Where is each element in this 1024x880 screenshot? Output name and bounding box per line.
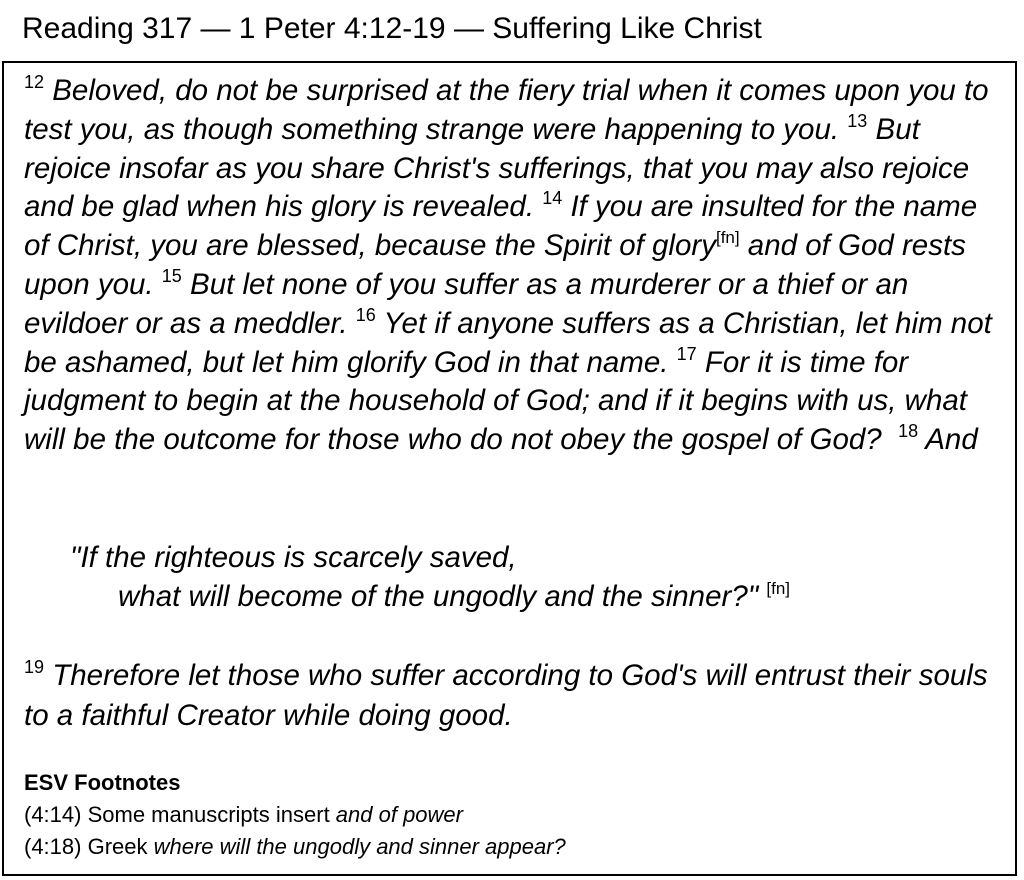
page-title: Reading 317 — 1 Peter 4:12-19 — Suffering Like Christ <box>22 12 762 45</box>
verse-number-15: 15 <box>161 265 182 286</box>
verse-number-14: 14 <box>542 188 563 209</box>
footnote-plain: Some manuscripts insert <box>87 802 336 827</box>
verse-number-13: 13 <box>847 110 868 131</box>
verse-19-paragraph <box>24 656 1014 736</box>
verse-15-text: But let none of you suffer as a murderer or a thief or an evildoer or as a meddler. <box>24 267 909 340</box>
passage-text <box>24 72 1009 460</box>
verse-14-text-after: and of God rests upon you. <box>24 229 966 301</box>
verse-18-text: And <box>925 423 978 457</box>
footnotes-heading: ESV Footnotes <box>24 770 181 795</box>
footnote-ref: (4:14) <box>24 802 88 827</box>
verse-number-17: 17 <box>676 343 697 364</box>
verse-number-16: 16 <box>355 304 376 325</box>
footnote-italic: and of power <box>335 802 463 827</box>
footnote-italic: where will the ungodly and sinner appear? <box>153 834 566 859</box>
footnotes-section <box>24 767 566 863</box>
poem-line-2: what will become of the ungodly and the sinner?" <box>118 579 759 613</box>
verse-19-text: Therefore let those who suffer according to God's will entrust their souls to a faithful Creator while doing good. <box>24 659 988 732</box>
footnote-plain: Greek <box>87 834 154 859</box>
footnote-marker-14[interactable]: [fn] <box>715 228 740 248</box>
footnote-ref: (4:18) <box>24 834 88 859</box>
poem-line-1: "If the righteous is scarcely saved, <box>70 541 517 574</box>
verse-16-text: Yet if anyone suffers as a Christian, let him not be ashamed, but let him glorify God in that name. <box>24 306 992 379</box>
verse-14-text-before: If you are insulted for the name of Christ, you are blessed, because the Spirit of glory <box>24 190 978 263</box>
verse-13-text: But rejoice insofar as you share Christ's sufferings, that you may also rejoice and be glad when his glory is revealed. <box>24 112 970 224</box>
verse-number-12: 12 <box>24 72 45 92</box>
poetry-quote <box>70 539 790 617</box>
reading-box <box>2 61 1017 876</box>
verse-number-19: 19 <box>24 657 45 677</box>
verse-number-18: 18 <box>898 421 919 442</box>
footnote-marker-18[interactable]: [fn] <box>766 578 791 598</box>
footnote-item <box>24 799 566 831</box>
poem-line-2-wrap <box>70 578 790 617</box>
verse-17-text: For it is time for judgment to begin at the household of God; and if it begins with us, what will be the outcome for those who do not obey the gospel of God? <box>24 345 967 457</box>
footnote-item <box>24 831 566 863</box>
verse-12-text: Beloved, do not be surprised at the fiery trial when it comes upon you to test you, as though something strange were happening to you. <box>24 74 989 146</box>
